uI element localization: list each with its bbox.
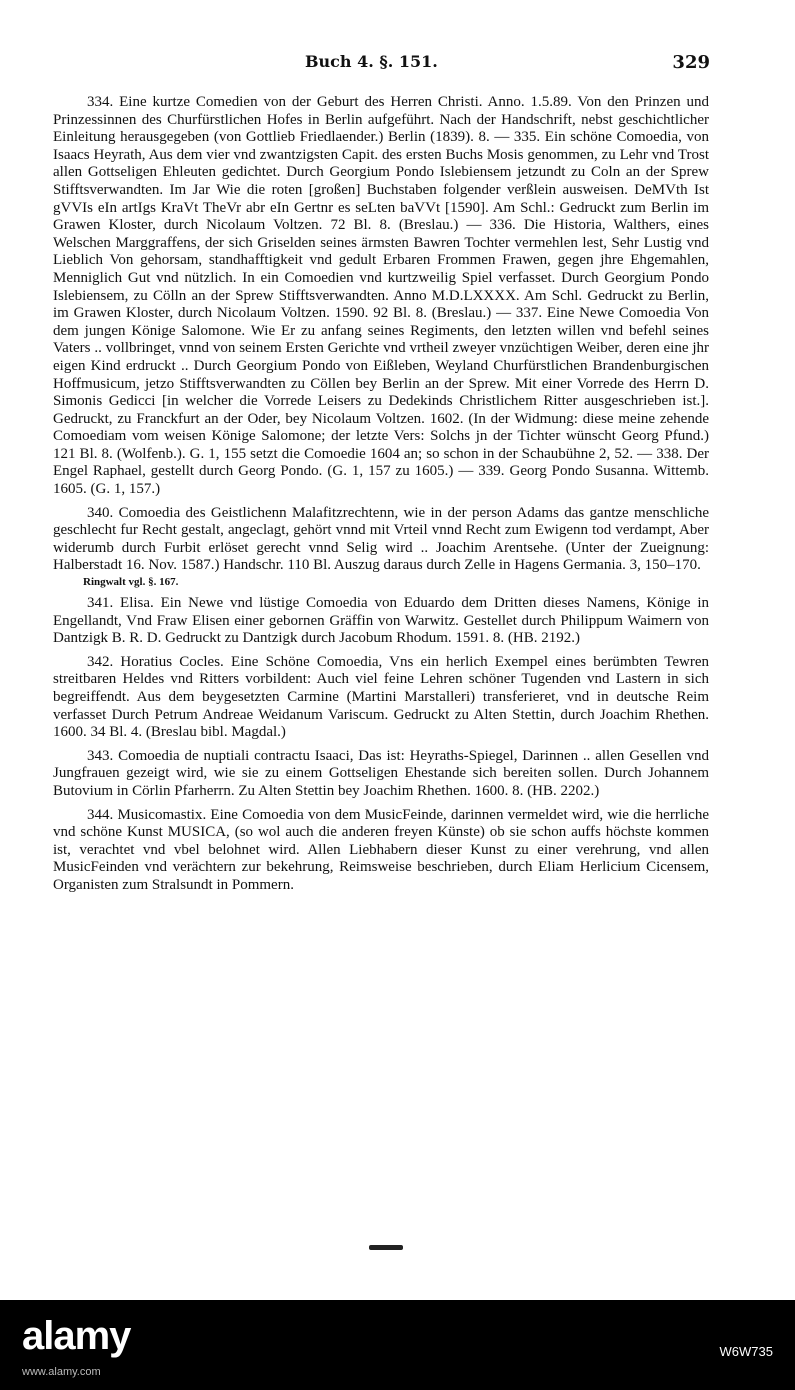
entry-342: 342. Horatius Cocles. Eine Schöne Comoedia, Vns ein herlich Exempel eines berümbten Tewren streitbaren Heldes vnd Ritters vorbildent: Auch viel feine Lehren schöner Tugenden vnd Lastern in sich begreiffendt. Aus dem beygesetzten Carmine (Martini Marstalleri) transferieret, vnd in deutsche Reim verfasset Durch Petrum Andreae Weidanum Variscum. Gedruckt zu Alten Stettin, durch Joachim Rhethen. 1600. 34 Bl. 4. (Breslau bibl. Magdal.) — [53, 653, 709, 741]
running-title: Buch 4. §. 151. — [305, 52, 438, 71]
alamy-logo: alamy — [22, 1314, 131, 1358]
stock-footer-bar — [0, 1300, 795, 1390]
image-id: W6W735 — [719, 1344, 773, 1359]
entry-341: 341. Elisa. Ein Newe vnd lüstige Comoedia von Eduardo dem Dritten dieses Namens, Könige in Engellandt, Vnd Fraw Elisen einer gebornen Gräffin von Warwitz. Gestellet durch Philippum Waimern von Dantzigk B. R. D. Gedruckt zu Dantzigk durch Jacobum Rhodum. 1591. 8. (HB. 2192.) — [53, 595, 709, 647]
cross-reference-note: Ringwalt vgl. §. 167. — [83, 576, 179, 589]
entry-340: 340. Comoedia des Geistlichenn Malafitzrechtenn, wie in der person Adams das gantze menschliche geschlecht fur Recht gestalt, angeclagt, gehört vnnd mit Vrteil vnnd Recht zum Ewigenn tod verdampt, Aber widerumb durch Furbit erlöset gerecht vnnd Selig wird .. Joachim Arentsehe. (Unter der Zueignung: Halberstadt 16. Nov. 1587.) Handschr. 110 Bl. Auszug daraus durch Zelle in Hagens Germania. 3, 150–170. — [53, 504, 709, 574]
site-caption: www.alamy.com — [22, 1366, 101, 1378]
body-text — [53, 94, 709, 895]
page-number: 329 — [672, 52, 710, 73]
entry-334-339: 334. Eine kurtze Comedien von der Geburt des Herren Christi. Anno. 1.5.89. Von den Prinzen und Prinzessinnen des Churfürstlichen Hofes in Berlin aufgeführt. Nach der Handschrift, nebst geschichtlicher Einleitung herausgegeben (von Gottlieb Friedlaender.) Berlin (1839). 8. — 335. Ein schöne Comoedia, von Isaacs Heyrath, Aus dem vier vnd zwantzigsten Capit. des ersten Buchs Mosis genommen, zu Lehr vnd Trost allen Gottseligen Ehleuten gedichtet. Durch Georgium Pondo Islebiensem jetzundt zu Coln an der Sprew Stifftsverwandten. Im Jar Wie die roten [großen] Buchstaben folgender verßlein ausweisen. DeMVth Ist gVVIs eIn artIgs KraVt TheVr abr eIn Gertnr es seLten baVVt [1590]. Am Schl.: Gedruckt zum Berlin im Grawen Kloster, durch Nicolaum Voltzen. 72 Bl. 8. (Breslau.) — 336. Die Historia, Walthers, eines Welschen Marggraffens, der sich Griselden seines ärmsten Bawren Tochter vermehlen lest, Sehr Lustig vnd Lieblich Von gehorsam, standhafftigkeit vnd gedult Erbaren Frommen Frawen, gegen jhre Ehgemahlen, Menniglich Gut vnd nützlich. In ein Comoedien vnd kurtzweilig Spiel verfasset. Durch Georgium Pondo Islebiensem, zu Cölln an der Sprew Stifftsverwandten. Anno M.D.LXXXX. Am Schl. Gedruckt zu Berlin, im Grawen Kloster, durch Nicolaum Voltzen. 1590. 92 Bl. 8. (Breslau.) — 337. Eine Newe Comoedia Von dem jungen Könige Salomone. Wie Er zu anfang seines Regiments, den letzten willen vnd befehl seines Vaters .. vollbringet, vnnd von seinem Ersten Gerichte vnd vrtheil zweyer vnzüchtigen Weiber, deren eine jhr eigen Kind erdruckt .. Durch Georgium Pondo von Eißleben, Weyland Churfürstlichen Brandenburgischen Hoffmusicum, jetzo Stifftsverwandten zu Cöllen bey Berlin an der Sprew. Mit einer Vorrede des Herrn D. Simonis Gedicci [in welcher die Vorrede Leisers zu Dedekinds Christlichem Ritter ausgeschrieben ist.]. Gedruckt, zu Franckfurt an der Oder, bey Nicolaum Voltzen. 1602. (In der Widmung: diese meine zehende Comoediam vom weisen Könige Salomone; der letzte Vers: Solchs jn der Tichter wünscht Georg Pfund.) 121 Bl. 8. (Wolfenb.). G. 1, 155 setzt die Comoedie 1604 an; so schon in der Schaubühne 2, 52. — 338. Der Engel Raphael, gestellt durch Georg Pondo. (G. 1, 157 zu 1605.) — 339. Georg Pondo Susanna. Wittemb. 1605. (G. 1, 157.) — [53, 94, 709, 498]
page-header — [80, 48, 710, 76]
entry-343: 343. Comoedia de nuptiali contractu Isaaci, Das ist: Heyraths-Spiegel, Darinnen .. allen Gesellen vnd Jungfrauen gezeigt wird, wie sie zu einem Gottseligen Ehestande sich bereiten sollen. Durch Johannem Butovium in Cörlin Pfarherrn. Zu Alten Stettin bey Joachim Rhethen. 1600. 8. (HB. 2202.) — [53, 747, 709, 799]
end-rule — [369, 1245, 403, 1250]
entry-344: 344. Musicomastix. Eine Comoedia von dem MusicFeinde, darinnen vermeldet wird, wie die herrliche vnd schöne Kunst MUSICA, (so wol auch die anderen freyen Künste) ob sie schon auffs höchste kommen ist, verachtet vnd vbel belohnet wird. Allen Liebhabern dieser Kunst zu einer verehrung, vnd allen MusicFeinden vnd verächtern zur bekehrung, Reimsweise beschrieben, durch Eliam Herlicium Cicensem, Organisten zum Stralsundt in Pommern. — [53, 806, 709, 893]
